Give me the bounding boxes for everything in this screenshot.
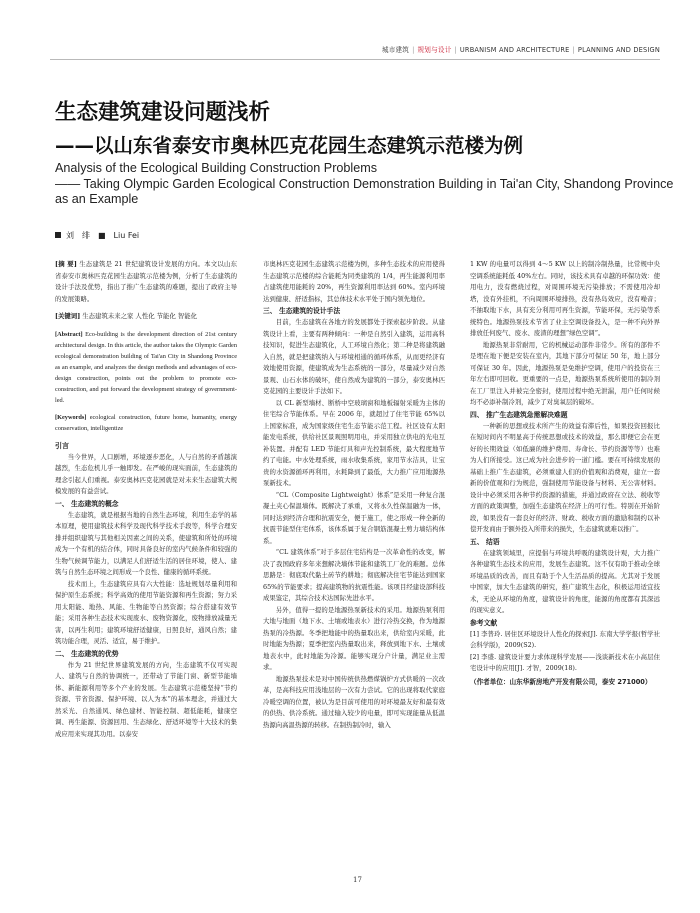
reference-item: [1] 李普玲. 居住区环境设计人性化的探索[J]. 东南大学学报(哲学社会科学版)，2009(S2).	[470, 629, 660, 649]
author-name: 刘 绯 ■ Liu Fei	[66, 231, 140, 240]
paragraph: 技术而上，生态建筑应具有六大性能：选址规划尽量利用和保护原生态系统；科学高效的使用节能资源和再生资源；努力采用太阳能、地热、风能、生物能等自然资源；综合搭建有效节能；采用各种生态技术实现废水、废物资源化，废物排放减量无害，以再生利用；建筑环境舒适健康，日照良好，通风自然；建筑功能合理，灵活、适宜，易于维护。	[55, 579, 237, 645]
reference-item: [2] 李盛. 建筑设计要力求体现科学发展——浅谈新技术在小高层住宅设计中的应用[J]. 才智，2009(18).	[470, 652, 660, 672]
header-separator: |	[572, 46, 575, 54]
page-number: 17	[353, 876, 362, 884]
paragraph: 地源热泵非常耐用，它的机械运动部件非常少。所有的部件不是埋在地下便是安装在室内，其地下部分可保证 50 年，地上部分可保证 30 年。因此，地源热泵是免维护空调，使用户的投资在三年左右即可回收。更重要的一点是，地源热泵系统所使用的制冷剂在工厂里注入并被完全密封，使用过程中绝无泄漏，用户任何时候均不必添补制冷剂，减少了对臭氧层的破坏。	[470, 340, 660, 406]
section-heading-5: 五、 结语	[470, 537, 500, 546]
paper-title-en-line2: —— Taking Olympic Garden Ecological Construction Demonstration Building in Tai'an City, Shandong Province as an Example	[55, 176, 674, 206]
keywords-en-text: ecological construction, future home, humanity, energy conservation, intelligentize	[55, 413, 238, 432]
paragraph: “CL（Composite Lightweight）体系”是采用一种复合混凝土夹心保温墙体。既解决了承重，又将永久性保温融为一体，同时达到经济合理和抗震安全，便于施工，使之形成一种全新的抗震节能型住宅体系，该体系属于复合钢筋混凝土剪力墙结构体系。	[263, 490, 445, 545]
header-separator: |	[412, 46, 415, 54]
column-2	[263, 259, 445, 731]
paper-title-en	[55, 161, 675, 208]
keywords-cn	[55, 311, 237, 323]
abstract-en	[55, 329, 237, 406]
column-1	[55, 259, 237, 740]
section-heading-4: 四、 推广生态建筑急需解决难题	[470, 410, 568, 419]
paragraph: 以 CL 新型墙材、断桥中空玻璃窗和地板辐射采暖为主体的住宅综合节能体系。早在 2006 年，就超过了住宅节能 65%以上国家标准，成为国家级住宅生态节能示范工程。社区设有太阳能发电系统，供给社区景观照明用电，并采用独立供电的光电互补装置。并配有 LED 节能灯具和声光控制系统，最大程度地节约了电能。中水处理系统，雨水收集系统，家用节水洁具，让宝贵的水资源循环再利用，水耗降到了最低，大力推广应用地源热泵新技术。	[263, 398, 445, 487]
paragraph: “CL 建筑体系”对于多层住宅结构是一次革命性的改变，解决了我国政府多年来想解决墙体节能和建筑工厂化的难题。总体思路是：彻底取代黏土砖节约耕地；彻底解决住宅节能达到国家 65%的节能要求；提高建筑物的抗震性能。该项目经建设部科技成果鉴定，其综合技术达国际先进水平。	[263, 548, 445, 602]
abstract-en-text: Eco-building is the development direction of 21st century architectural design. In this article, the author takes the Olympic Garden ecological demonstration building of Tai'an City in Shandong Province as an example, and analyzes the design methods and advantages of eco-design construction, points out the problem to promote eco-construction, and put forward the development strategy of government-led.	[55, 330, 237, 404]
square-bullet-icon	[55, 232, 61, 238]
paragraph: 目前，生态建筑在各地方的发展都处于探索起步阶段。从建筑设计上看，主要有两种倾向：一种是自然引入建筑，运用高科技知识，促进生态建筑化，人工环境自然化；第二种是将建筑融入自然，就是把建筑纳入与环境相通的循环体系，从而更经济有效地使用资源，使建筑成为生态系统的一部分，尽量减少对自然景观、山石水体的破坏，使自然成为建筑的一部分，泰安奥林匹克花园的主要设计手法如下。	[263, 318, 445, 395]
paper-title-en-line1: Analysis of the Ecological Building Construction Problems	[55, 161, 378, 175]
header-section-cn: 城市建筑	[381, 46, 410, 54]
author-affiliation: （作者单位：山东华新房地产开发有限公司，泰安 271000）	[470, 677, 652, 686]
paragraph: 当今世界，人口剧增，环境逐步恶化，人与自然的矛盾越演越烈，生态危机儿乎一触即发。在严峻的现实面前，生态建筑的理念引起人们重视。泰安奥林匹克花园就是对未来生态建筑大规模发展的有益尝试。	[55, 452, 237, 495]
header-separator: |	[454, 46, 457, 54]
paragraph: 一种新的思想或技术所产生的效益有滞后性，如果投资回报比在短时间内不明显高于传统思想或技术的效益，那么即便它会在更好的长期效益（如低廉的维护费用、寿命长、节约资源等等）也难为人们所接受。这已成为社会进步的一道门槛。要在可持续发展的基础上推广生态建筑，必须重建人们的价值观和消费观，建立一套新的价值观和行为规范，强制使用节能设备与材料、无公害材料。设计中必须采用各种节约资源的措施，并通过政府在立法、税收等方面的政策调整，加强生态建筑在经济上的可行性。特别在开始阶段，如果没有一套良好的经济、财政、税收方面的激励和制约以补偿开发商由于额外投入所带来的损失，生态建筑就难以推广。	[470, 421, 660, 533]
section-heading-1: 一、 生态建筑的概念	[55, 499, 119, 508]
abstract-cn-label: [摘 要]	[55, 260, 77, 268]
running-header	[382, 44, 660, 54]
keywords-cn-text: 生态建筑未来之家 人性化 节能化 智能化	[82, 312, 198, 320]
section-heading-2: 二、 生态建筑的优势	[55, 649, 119, 658]
abstract-cn	[55, 259, 237, 305]
references-list	[470, 629, 660, 675]
header-section-cn-accent: 规划与设计	[417, 46, 452, 54]
references-heading: 参考文献	[470, 618, 498, 627]
abstract-cn-text: 生态建筑是 21 世纪建筑设计发展的方向。本文以山东省泰安市奥林匹克花园生态建筑示范楼为例，分析了生态建筑的设计手法及优势，指出了推广生态建筑的难题，提出了政府主导的发展策略。	[55, 260, 237, 303]
paragraph: 市奥林匹克花园生态建筑示范楼为例，多种生态技术的应用使得生态建筑示范楼的综合能耗为同类建筑的 1/4，再生能源利用率占建筑使用能耗的 20%，再生资源利用率达到 60%。室内环境达到健康、舒适指标，其总体技术水平处于国内领先地位。	[263, 260, 445, 303]
paper-subtitle-cn: ——以山东省泰安市奥林匹克花园生态建筑示范楼为例	[55, 134, 524, 157]
paper-title-cn: 生态建筑建设问题浅析	[55, 100, 271, 125]
abstract-en-label: [Abstract]	[55, 330, 83, 338]
paragraph: 生态建筑，就是根据当地的自然生态环境，利用生态学的基本原理，使用建筑技术科学及现代科学技术手段等，科学合理安排并组织建筑与其他相关因素之间的关系，使建筑和所处的环境成为一个有机的结合体，同时具备良好的室内气候条件和较强的生物气候调节能力，以满足人们舒适生活的居住环境，使人、建筑与自然生态环境之间形成一个良性、健康的循环系统。	[55, 510, 237, 576]
paragraph: 1 KW 的电量可以得到 4～5 KW 以上的制冷制热量，比常规中央空调系统能耗低 40%左右。同时，该技术具有卓越的环保功效：使用电力，没有燃烧过程，对周围环境无污染排放；不需使用冷却塔，没有外挂机，不向周围环境排热，没有热岛效应，没有噪音；不抽取地下水，具有充分利用可再生资源，节能环保，无污染等系统特色。地源热泵技术节省了业主空调设备投入，是一种不向外界排放任何废气、废水、废渣的理想“绿色空调”。	[470, 260, 660, 337]
header-section-en2: PLANNING AND DESIGN	[577, 46, 660, 54]
paragraph: 地源热泵技术是对中国传统供热燃煤锅炉方式供暖的一次改革，是高科技应用浅地层的一次有力尝试。它的出现将取代家庭冷暖空调的位置，被认为是目前可使用的对环境最友好和最有效的供热、供冷系统。通过输入较少的电量，即可实现能量从低温热源向高温热源的转移。在制热制冷时，输入	[263, 674, 445, 729]
paragraph: 在建筑领域里，应提倡与环境共呼吸的建筑设计观，大力推广各种建筑生态技术的应用，发展生态建筑。这不仅有助于推动全球环境品质的改善，而且有助于个人生活品质的提高。尤其对于发展中国家，加大生态建筑的研究，推广建筑生态化，积极运用适宜技术，无论从环境的角度，建筑设计的角度，能源的角度都有其深远的现实意义。	[470, 548, 660, 614]
paragraph: 作为 21 世纪世界建筑发展的方向，生态建筑不仅可实现人、建筑与自然的协调统一，还带动了节能门窗、新型节能墙体、新能源利用等多个产业的发展。生态建筑示范楼坚持“节约资源、节省资源、保护环境、以人为本”的基本理念，并通过大然采光、自然通风、绿色建材、智能控制、超低能耗，健康空调、再生能源、资源回用、生态绿化、舒适环境等十大技术的集成应用来实现其功用。以泰安	[55, 660, 237, 738]
section-heading-intro: 引言	[55, 441, 69, 450]
column-3	[470, 259, 660, 688]
keywords-en-label: [Keywords]	[55, 413, 87, 421]
author-line	[55, 230, 139, 241]
keywords-en	[55, 412, 237, 434]
section-heading-3: 三、 生态建筑的设计手法	[263, 307, 341, 315]
keywords-cn-label: [关键词]	[55, 312, 81, 320]
header-section-en1: URBANISM AND ARCHITECTURE	[459, 46, 570, 54]
header-rule	[50, 59, 660, 60]
paragraph: 另外，值得一提的是地源热泵新技术的采用。地源热泵利用大地与地面（地下水、土壤或地表水）进行冷热交换，作为地源热泵的冷热源。冬季把地能中的热量取出来，供给室内采暖，此时地能为热源；夏季把室内热量取出来，释放到地下水、土壤或地表水中，此时地能为冷源。能够实现分户计量，满足业主需求。	[263, 605, 445, 671]
